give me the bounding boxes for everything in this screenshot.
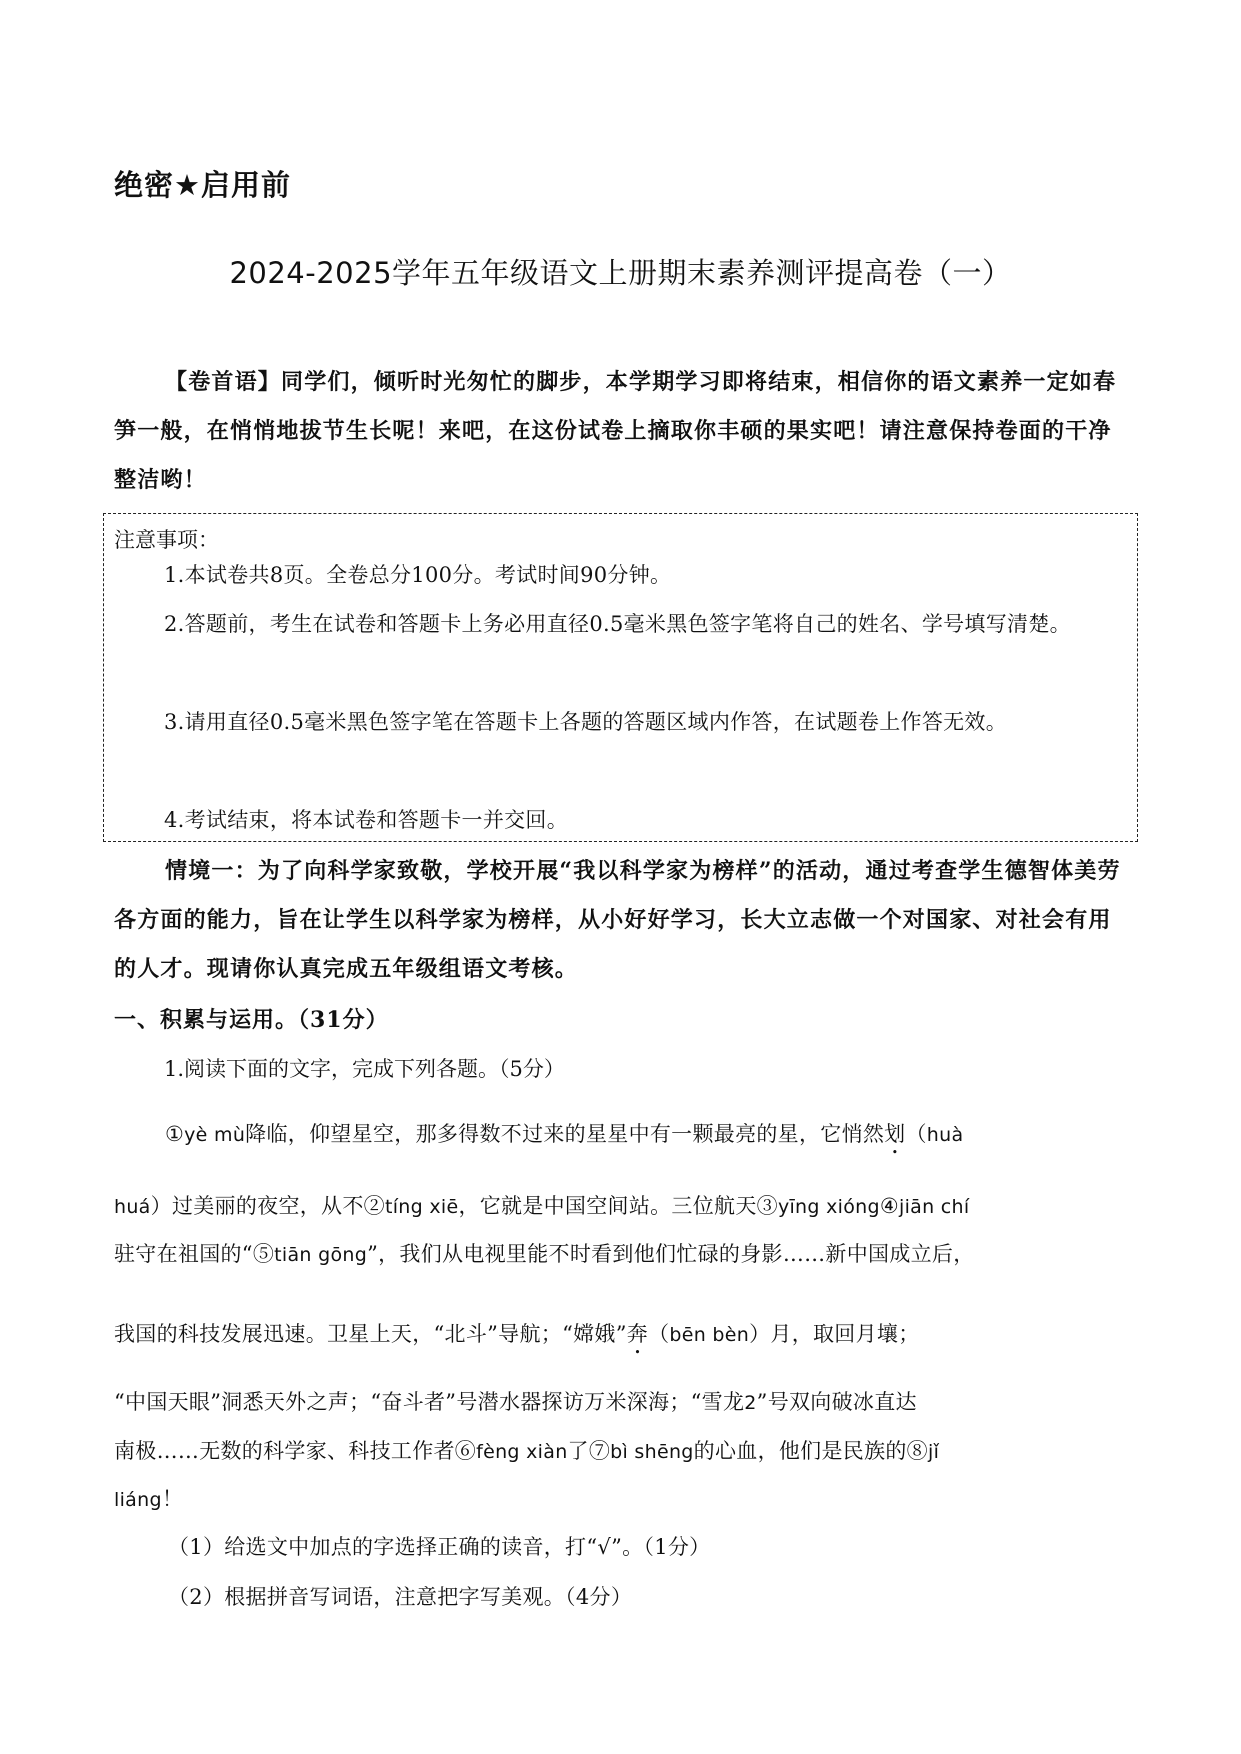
passage-line: 我国的科技发展迅速。卫星上天，“北斗”导航；“嫦娥”奔（bēn bèn）月，取回月壤； — [114, 1322, 920, 1346]
pinyin: jǐ — [927, 1441, 940, 1463]
page-title: 2024-2025学年五年级语文上册期末素养测评提高卷（一） — [229, 256, 1012, 290]
pinyin: tiān gōng — [274, 1244, 368, 1266]
secret-mark: 绝密★启用前 — [114, 168, 291, 202]
passage-line: huá）过美丽的夜空，从不②tíng xiē，它就是中国空间站。三位航天③yīng xióng④jiān chí — [114, 1194, 970, 1218]
preface-paragraph: 【卷首语】同学们，倾听时光匆忙的脚步，本学期学习即将结束，相信你的语文素养一定如春笋一般，在悄悄地拔节生长呢！来吧，在这份试卷上摘取你丰硕的果实吧！请注意保持卷面的干净整洁哟！ — [114, 369, 1117, 493]
circled-number: ④ — [879, 1194, 899, 1218]
passage-line: ①yè mù降临，仰望星空，那多得数不过来的星星中有一颗最亮的星，它悄然划（huà — [165, 1122, 964, 1146]
passage-line: “中国天眼”洞悉天外之声；“奋斗者”号潜水器探访万米深海；“雪龙2”号双向破冰直达 — [114, 1390, 917, 1414]
passage-line: 驻守在祖国的“⑤tiān gōng”，我们从电视里能不时看到他们忙碌的身影……新中国成立后， — [114, 1242, 975, 1266]
dotted-character: 划 — [884, 1122, 906, 1146]
sub-question-2: （2）根据拼音写词语，注意把字写美观。（4分） — [168, 1585, 633, 1609]
pinyin: bì shēng — [610, 1441, 694, 1463]
notice-item: 4.考试结束，将本试卷和答题卡一并交回。 — [164, 808, 569, 832]
notice-item: 2.答题前，考生在试卷和答题卡上务必用直径0.5毫米黑色签字笔将自己的姓名、学号填写清楚。 — [164, 612, 1071, 636]
section-heading: 一、积累与运用。（31分） — [114, 1007, 389, 1033]
pinyin: jiān chí — [899, 1196, 970, 1218]
scenario-paragraph: 情境一：为了向科学家致敬，学校开展“我以科学家为榜样”的活动，通过考查学生德智体美劳各方面的能力，旨在让学生以科学家为榜样，从小好好学习，长大立志做一个对国家、对社会有用的人才。现请你认真完成五年级组语文考核。 — [114, 858, 1121, 982]
pinyin-option: huá — [114, 1196, 151, 1218]
dotted-character: 奔 — [626, 1322, 649, 1346]
passage-line: 南极……无数的科学家、科技工作者⑥fèng xiàn了⑦bì shēng的心血，他们是民族的⑧jǐ — [114, 1439, 940, 1463]
passage-line: liáng！ — [114, 1487, 184, 1511]
pinyin-option: huà — [926, 1124, 964, 1146]
notice-item: 3.请用直径0.5毫米黑色签字笔在答题卡上各题的答题区域内作答，在试题卷上作答无效。 — [164, 710, 1008, 734]
pinyin: yè mù — [184, 1124, 246, 1146]
notice-box — [103, 513, 1138, 842]
question-1-stem: 1.阅读下面的文字，完成下列各题。（5分） — [164, 1057, 565, 1081]
pinyin-option: bēn bèn — [669, 1324, 750, 1346]
sub-question-1: （1）给选文中加点的字选择正确的读音，打“√”。（1分） — [168, 1535, 711, 1559]
pinyin: tíng xiē — [384, 1196, 459, 1218]
pinyin: yīng xióng — [777, 1196, 880, 1218]
notice-title: 注意事项： — [114, 528, 219, 552]
pinyin: liáng — [114, 1489, 162, 1511]
notice-item: 1.本试卷共8页。全卷总分100分。考试时间90分钟。 — [164, 563, 672, 587]
pinyin: fèng xiàn — [476, 1441, 568, 1463]
circled-number: ① — [165, 1122, 185, 1146]
